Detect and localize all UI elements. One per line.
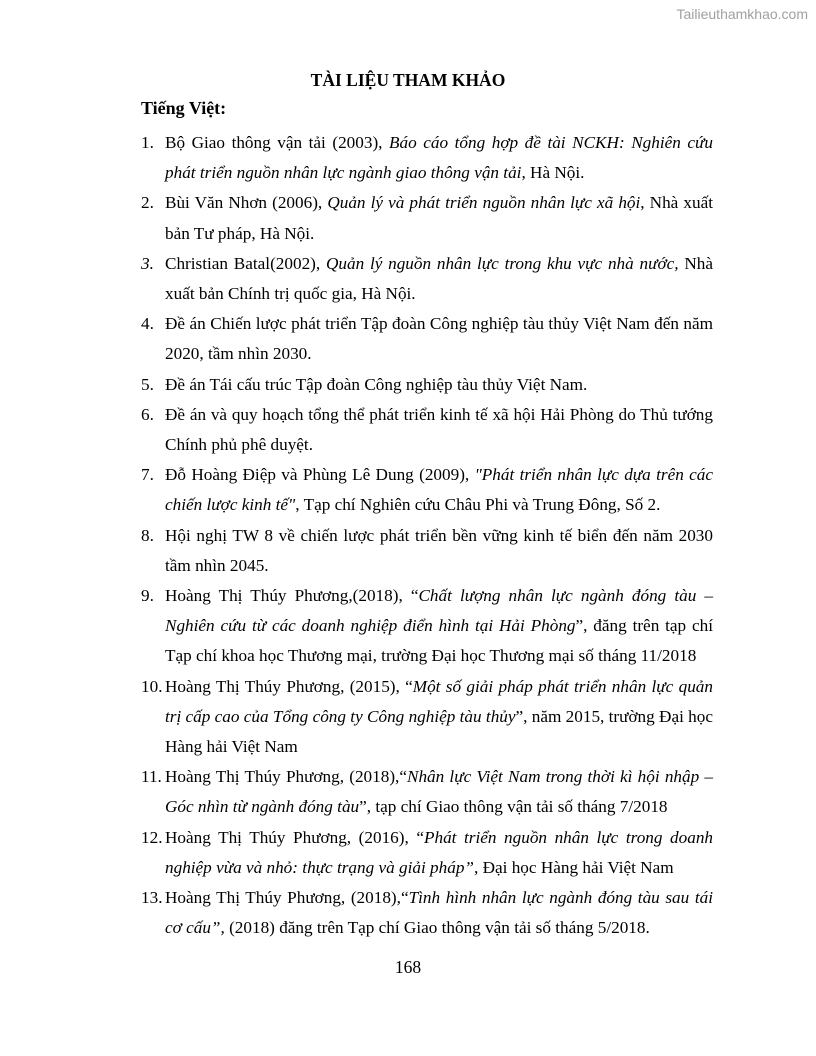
reference-title: Tình hình nhân lực ngành đóng tàu sau tái cơ cấu”, [165,888,714,938]
reference-title: Chất lượng nhân lực ngành đóng tàu – Nghiên cứu từ các doanh nghiệp điển hình tại Hải Phòng [165,586,713,636]
reference-item [141,460,713,520]
reference-text: Đề án và quy hoạch tổng thể phát triển kinh tế xã hội Hải Phòng do Thủ tướng Chính phủ phê duyệt. [165,404,713,455]
reference-title: Quản lý và phát triển nguồn nhân lực xã hội [327,193,641,213]
reference-title: Nhân lực Việt Nam trong thời kì hội nhập – Góc nhìn từ ngành đóng tàu [165,767,714,817]
reference-list [141,128,713,943]
reference-text: ”, đăng trên tạp chí Tạp chí khoa học Thương mại, trường Đại học Thương mại số tháng 11/2018 [165,616,713,666]
reference-text: Christian Batal(2002), [165,253,326,273]
reference-number: 10. [141,676,163,696]
reference-title: "Phát triển nhân lực dựa trên các chiến lược kinh tế" [165,465,713,515]
reference-text: Hoàng Thị Thúy Phương,(2018), “ [165,586,419,606]
reference-item [141,521,713,581]
reference-number: 5. [141,374,154,394]
reference-number: 8. [141,525,154,545]
reference-item [141,370,713,400]
reference-number: 7. [141,465,154,485]
reference-number: 6. [141,404,154,424]
reference-item [141,249,713,309]
reference-text: Đề án Tái cấu trúc Tập đoàn Công nghiệp tàu thủy Việt Nam. [165,374,588,394]
reference-text: Hoàng Thị Thúy Phương, (2015), “ [165,676,413,696]
watermark: Tailieuthamkhao.com [676,6,808,22]
reference-number: 9. [141,586,154,606]
reference-title: Một số giải pháp phát triển nhân lực quản trị cấp cao của Tổng công ty Công nghiệp tàu thủy [165,676,713,726]
reference-text: ”, tạp chí Giao thông vận tải số tháng 7/2018 [359,797,668,817]
reference-item [141,400,713,460]
page-number: 168 [394,957,422,978]
reference-text: Đỗ Hoàng Điệp và Phùng Lê Dung (2009), [165,465,475,485]
reference-text: ”, năm 2015, trường Đại học Hàng hải Việt Nam [165,706,713,757]
reference-text: , Đại học Hàng hải Việt Nam [474,857,674,877]
reference-text: , Hà Nội. [521,163,585,183]
reference-text: Bùi Văn Nhơn (2006), [165,193,328,213]
page-body [141,128,713,979]
reference-text: , Nhà xuất bản Tư pháp, Hà Nội. [165,193,713,243]
reference-text: Bộ Giao thông vận tải (2003), [165,133,390,152]
reference-item [141,883,713,943]
reference-item [141,823,713,883]
reference-item [141,581,713,672]
reference-number: 11. [141,767,162,787]
reference-text: Hội nghị TW 8 về chiến lược phát triển bền vững kinh tế biển đến năm 2030 tầm nhìn 2045. [165,525,713,575]
reference-text: Hoàng Thị Thúy Phương, (2018),“ [165,888,409,908]
reference-text: Hoàng Thị Thúy Phương, (2018),“ [165,767,407,787]
reference-number: 2. [141,193,154,213]
reference-number: 4. [141,314,154,334]
reference-text: Hoàng Thị Thúy Phương, (2016), “ [165,827,424,847]
reference-title: Quản lý nguồn nhân lực trong khu vực nhà nước, [325,253,679,273]
reference-text: Đề án Chiến lược phát triển Tập đoàn Công nghiệp tàu thủy Việt Nam đến năm 2020, tầm nhìn 2030. [165,314,713,364]
section-heading: Tiếng Việt: [141,98,227,118]
reference-item [141,762,713,822]
reference-number: 1. [141,133,154,152]
reference-item [141,188,713,248]
reference-number: 3. [141,253,154,273]
reference-title: Phát triển nguồn nhân lực trong doanh nghiệp vừa và nhỏ: thực trạng và giải pháp” [165,827,714,877]
reference-number: 12. [141,827,163,847]
reference-text: (2018) đăng trên Tạp chí Giao thông vận tải số tháng 5/2018. [224,918,650,938]
reference-number: 13. [141,888,163,908]
reference-text: Nhà xuất bản Chính trị quốc gia, Hà Nội. [165,253,713,304]
reference-title: Báo cáo tổng hợp đề tài NCKH: Nghiên cứu phát triển nguồn nhân lực ngành giao thông vận tải [165,133,714,183]
reference-item [141,309,713,369]
reference-item [141,672,713,763]
reference-text: , Tạp chí Nghiên cứu Châu Phi và Trung Đông, Số 2. [295,495,661,515]
page-title: TÀI LIỆU THAM KHẢO [310,70,506,90]
reference-item [141,128,713,188]
